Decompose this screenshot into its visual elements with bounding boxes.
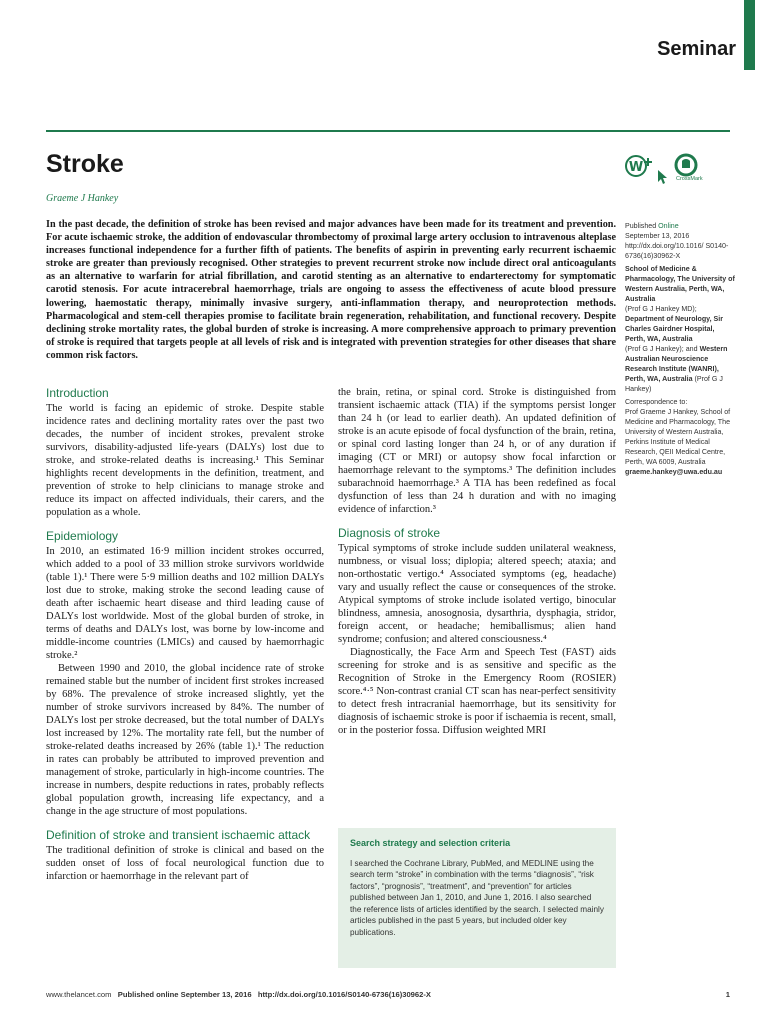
- affiliation-1-person: (Prof G J Hankey MD);: [625, 305, 697, 313]
- article-author: Graeme J Hankey: [46, 193, 119, 204]
- footer-published: Published online September 13, 2016: [117, 990, 252, 999]
- heading-definition: Definition of stroke and transient ischaemic attack: [46, 828, 311, 842]
- intro-paragraph: The world is facing an epidemic of stroke. Despite stable incidence rates and declining mortality rates over the past two decades, the number of incident strokes, prevalent stroke survivors, disability-adjusted life-years (DALYs) lost due to stroke, and stroke-related deaths is increasing.¹ This Seminar highlights recent developments in the definition, treatment, and prevention of stroke to help clinicians to manage stroke and reduce its impact on affected individuals, their carers, and the population as a whole.: [46, 403, 324, 518]
- column-left: [46, 386, 324, 883]
- search-strategy-heading: Search strategy and selection criteria: [350, 838, 511, 848]
- heading-epidemiology: Epidemiology: [46, 529, 119, 543]
- section-label: Seminar: [657, 38, 736, 60]
- article-title: Stroke: [46, 150, 124, 178]
- article-icons: [624, 152, 704, 188]
- and-word: and: [685, 345, 698, 353]
- affiliation-3: Western Australian Neuroscience Research Institute (WANRI), Perth, WA, Australia: [625, 345, 728, 383]
- diagnosis-paragraph-2: Diagnostically, the Face Arm and Speech Test (FAST) aids screening for stroke and is as sensitive and specific as the Recognition of Stroke in the Emergency Room (ROSIER) score.⁴·⁵ Non-contrast cranial CT scan has near-perfect sensitivity to detect fresh intracranial haemorrhage, but its sensitivity for diagnosis of ischaemic stroke is poor if ischaemia is recent, small, or in the posterior fossa. Diffusion weighted MRI: [338, 647, 616, 736]
- correspondence-label: Correspondence to:: [625, 398, 688, 406]
- column-right: [338, 386, 616, 737]
- epidemiology-paragraph-1: In 2010, an estimated 16·9 million incident strokes occurred, which added to a pool of 33 million stroke survivors worldwide (table 1).¹ There were 5·9 million deaths and 102 million DALYs lost due to stroke, making stroke the second leading cause of death after ischaemic heart disease and third leading cause of DALYs lost worldwide. Most of the global burden of stroke, in terms of deaths and DALYs lost, was borne by low-income and middle-income countries (LMICs) and caused by haemorrhagic stroke.²: [46, 546, 324, 661]
- epidemiology-paragraph-2: Between 1990 and 2010, the global incidence rate of stroke remained stable but the number of incident first strokes increased by 68%. The prevalence of stroke increased slightly, yet the number of stroke survivors increased by 84%. The number of DALYs lost per stroke decreased, but the total number of DALYs lost increased by 12%. The mortality rate fell, but the number of stroke-related deaths increased by 26% (table 1).¹ The reduction in rates can probably be attributed to improved prevention and management of stroke, particularly in high-income countries. The increase in numbers, despite reductions in rates, probably reflects global population growth, increasing life expectancy, and a change in the age structure of most populations.: [46, 663, 324, 817]
- sidebar-doi[interactable]: http://dx.doi.org/10.1016/ S0140-6736(16)30962-X: [625, 242, 729, 260]
- correspondence-address: Prof Graeme J Hankey, School of Medicine and Pharmacology, The University of Western Australia, Perkins Institute of Medical Research, QEII Medical Centre, Perth, WA 6009, Australia: [625, 408, 731, 466]
- open-access-icon[interactable]: [624, 152, 704, 188]
- affiliation-1: School of Medicine & Pharmacology, The University of Western Australia, Perth, WA, Australia: [625, 265, 735, 303]
- header-rule: [46, 130, 730, 132]
- page-footer: [46, 990, 730, 999]
- published-label: Published: [625, 222, 657, 230]
- page-number: 1: [725, 990, 730, 999]
- crossmark-label: CrossMark: [676, 176, 703, 182]
- footer-site[interactable]: www.thelancet.com: [46, 990, 112, 999]
- published-date: September 13, 2016: [625, 232, 690, 240]
- svg-text:W: W: [628, 160, 644, 175]
- search-strategy-box: [338, 828, 616, 968]
- affiliation-2: Department of Neurology, Sir Charles Gairdner Hospital, Perth, WA, Australia: [625, 315, 724, 343]
- diagnosis-paragraph-1: Typical symptoms of stroke include sudden unilateral weakness, numbness, or visual loss; diplopia; altered speech; ataxia; and non-orthostatic vertigo.⁴ Associated symptoms (eg, headache) vary and usually reflect the cause or consequences of the stroke. Atypical symptoms of stroke include isolated vertigo, binocular blindness, amnesia, anosognosia, dysarthria, dysphagia, stridor, foreign accent, or headache; hemiballismus; alien hand syndrome; confusion; and altered consciousness.⁴: [338, 543, 616, 645]
- footer-doi[interactable]: http://dx.doi.org/10.1016/S0140-6736(16)30962-X: [257, 990, 431, 999]
- article-sidebar: [625, 221, 735, 477]
- online-label: Online: [658, 222, 679, 230]
- header-accent-bar: [744, 0, 755, 70]
- search-strategy-body: I searched the Cochrane Library, PubMed, and MEDLINE using the search term “stroke” in combination with the terms “diagnosis”, “risk factors”, “prognosis”, “treatment”, and “prevention” for articles published between Jan 1, 2010, and June 1, 2016. I also searched the reference lists of articles identified by the search. I selected mainly articles published in the past 5 years, but included older key publications.: [350, 858, 604, 937]
- abstract: In the past decade, the definition of stroke has been revised and major advances have been made for its treatment and prevention. For acute ischaemic stroke, the addition of endovascular thrombectomy of proximal large artery occlusion to intravenous alteplase increases functional independence for a further fifth of patients. The benefits of aspirin in preventing early recurrent ischaemic stroke are greater than previously recognised. Other strategies to prevent recurrent stroke now include direct oral anticoagulants as an alternative to warfarin for atrial fibrillation, and carotid stenting as an alternative to endarterectomy for symptomatic carotid stenosis. For acute intracerebral haemorrhage, trials are ongoing to assess the effectiveness of acute blood pressure lowering, haemostatic therapy, minimally invasive surgery, anti-inflammation therapy, and neuroprotection methods. Pharmacological and stem-cell therapies promise to facilitate brain regeneration, rehabilitation, and functional recovery. Despite declining stroke mortality rates, the global burden of stroke is increasing. A more comprehensive approach to primary prevention of stroke is required that targets people at all levels of risk and is integrated with prevention strategies for other diseases that share common risk factors.: [46, 219, 616, 361]
- definition-paragraph-continued: the brain, retina, or spinal cord. Stroke is distinguished from transient ischaemic attack (TIA) if the symptoms persist longer than 24 h (or lead to earlier death). An updated definition of stroke is an acute episode of focal dysfunction of the brain, retina, or spinal cord lasting longer than 24 h, or of any duration if imaging (CT or MRI) or autopsy show focal infarction or haemorrhage relevant to the symptoms.³ The definition includes subarachnoid haemorrhage.³ A TIA has been redefined as focal dysfunction of less than 24 h duration and with no imaging evidence of infarction.³: [338, 387, 616, 515]
- heading-introduction: Introduction: [46, 386, 109, 400]
- affiliation-2-person: (Prof G J Hankey);: [625, 345, 684, 353]
- heading-diagnosis: Diagnosis of stroke: [338, 526, 441, 540]
- affiliation-3-person: (Prof G J Hankey): [625, 375, 723, 393]
- definition-paragraph-start: The traditional definition of stroke is clinical and based on the sudden onset of loss of focal neurological function due to infarction or haemorrhage in the relevant part of: [46, 845, 324, 882]
- correspondence-email[interactable]: graeme.hankey@uwa.edu.au: [625, 468, 723, 476]
